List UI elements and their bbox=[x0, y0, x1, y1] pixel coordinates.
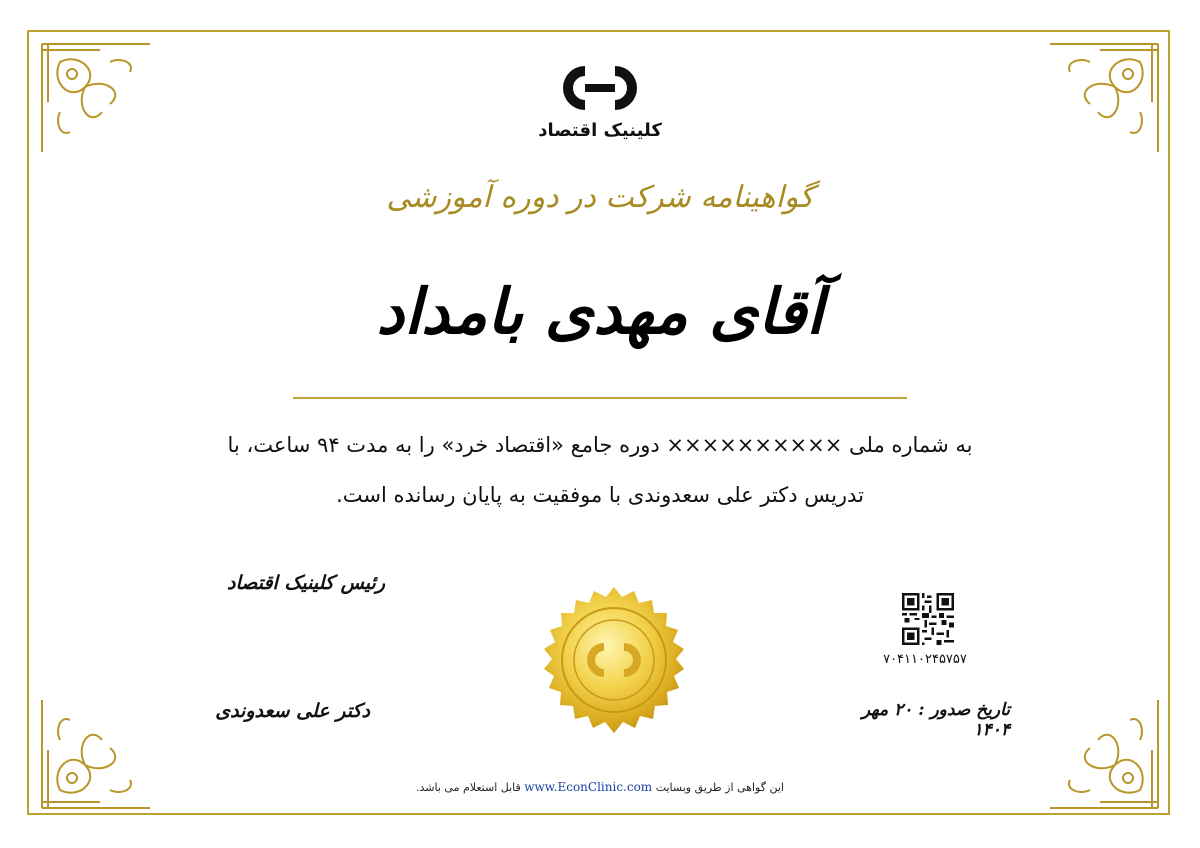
recipient-name: آقای مهدی بامداد bbox=[376, 275, 824, 348]
issue-date: تاریخ صدور : ۲۰ مهر ۱۴۰۴ bbox=[861, 700, 1010, 740]
signatory-role: رئیس کلینیک اقتصاد bbox=[226, 572, 385, 594]
org-name: کلینیک اقتصاد bbox=[538, 120, 662, 141]
econclinic-logo-icon bbox=[555, 58, 645, 118]
certificate-serial: ۷۰۴۱۱۰۲۴۵۷۵۷ bbox=[883, 652, 967, 667]
qr-code-icon bbox=[902, 593, 954, 645]
gold-seal-icon bbox=[538, 585, 690, 737]
footer-suffix: قابل استعلام می باشد. bbox=[416, 781, 521, 794]
certificate-body bbox=[200, 420, 1000, 520]
recipient-underline bbox=[293, 397, 907, 399]
signatory-name: دکتر علی سعدوندی bbox=[215, 700, 370, 722]
corner-ornament-bottom-right bbox=[1040, 690, 1160, 810]
corner-ornament-bottom-left bbox=[40, 690, 160, 810]
body-line-1: به شماره ملی ×××××××××× دوره جامع «اقتصاد خرد» را به مدت ۹۴ ساعت، با bbox=[227, 433, 973, 457]
certificate-subtitle: گواهینامه شرکت در دوره آموزشی bbox=[386, 180, 814, 215]
corner-ornament-top-left bbox=[40, 42, 160, 162]
verification-footer bbox=[300, 780, 900, 794]
body-line-2: تدریس دکتر علی سعدوندی با موفقیت به پایان رسانده است. bbox=[336, 483, 864, 507]
corner-ornament-top-right bbox=[1040, 42, 1160, 162]
footer-prefix: این گواهی از طریق وبسایت bbox=[655, 781, 784, 794]
website-link[interactable]: www.EconClinic.com bbox=[524, 780, 653, 794]
